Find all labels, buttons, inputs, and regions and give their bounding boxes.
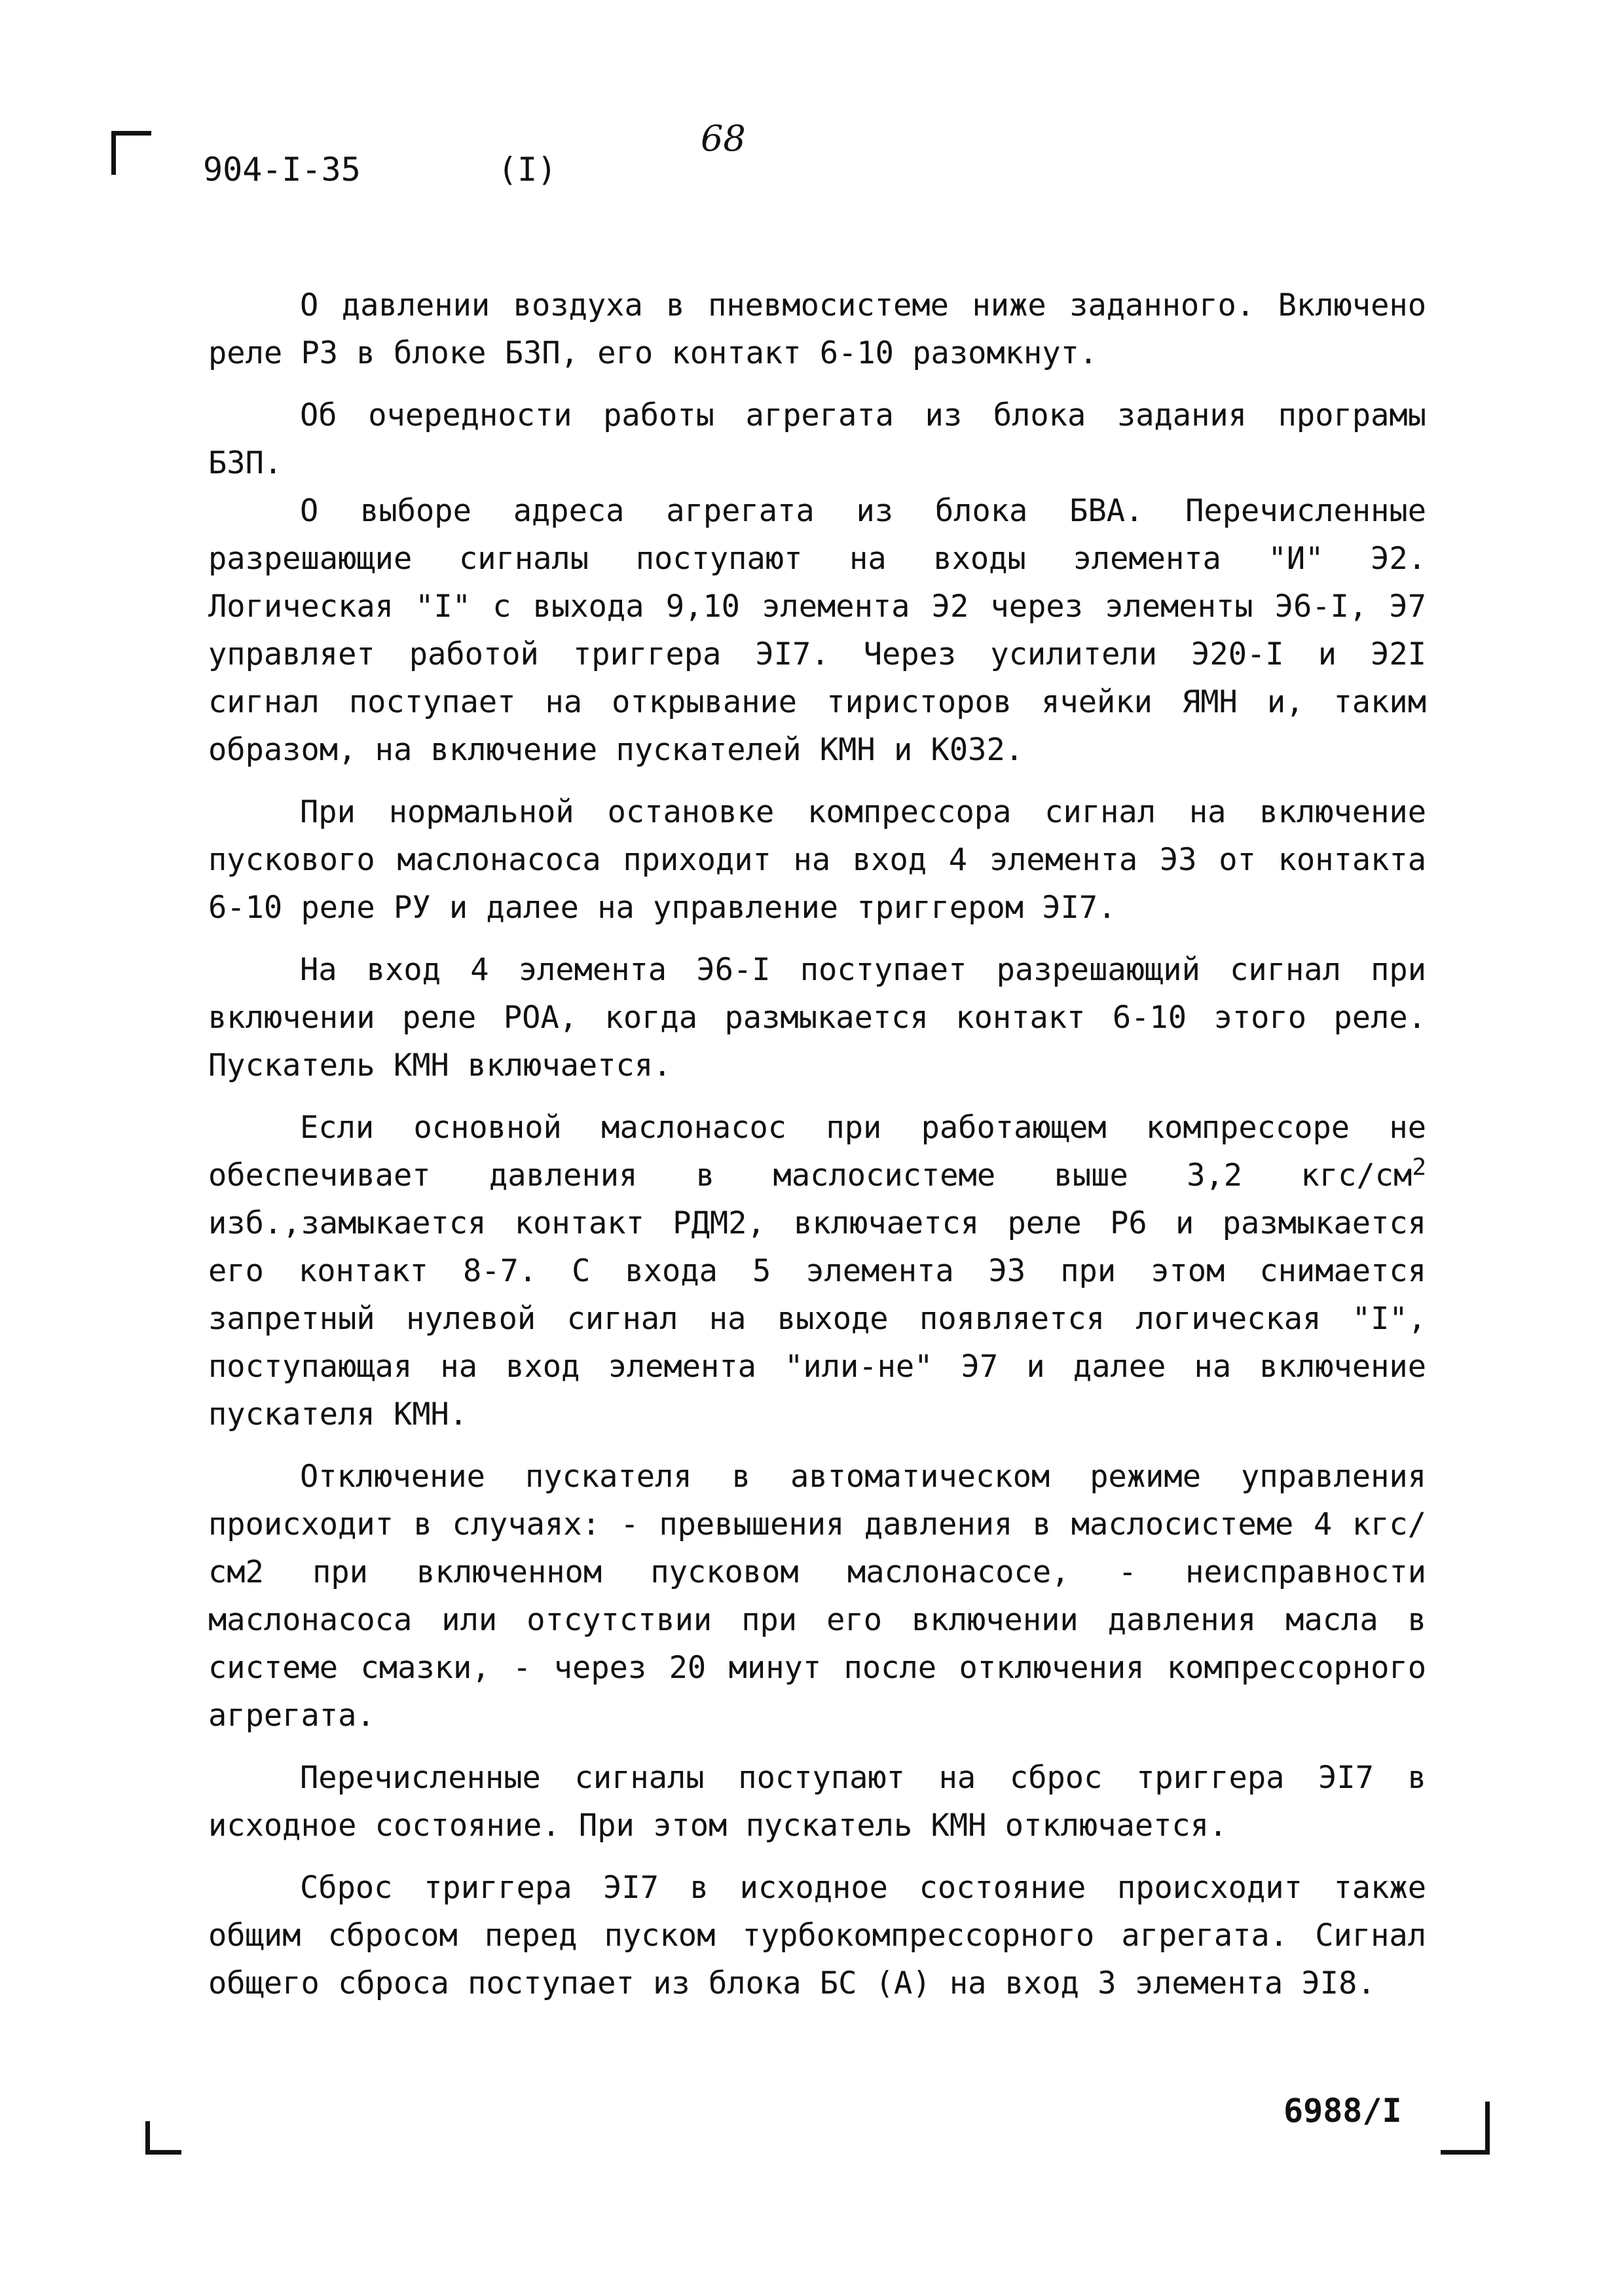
- corner-mark-bottom-right: [1441, 2102, 1490, 2155]
- paragraph-1: О давлении воздуха в пневмосистеме ниже заданного. Включено реле Р3 в блоке БЗП, его контакт 6-10 разомкнут.: [208, 287, 1426, 371]
- paragraph-6-head: Если основной маслонасос при работающем компрессоре не обеспечивает давления в маслосистеме выше 3,2 кгс/см: [208, 1110, 1426, 1194]
- document-part: (I): [498, 151, 557, 189]
- paragraph-8: Перечисленные сигналы поступают на сброс триггера ЭI7 в исходное состояние. При этом пускатель КМН отключается.: [208, 1760, 1426, 1844]
- paragraph-4: При нормальной остановке компрессора сигнал на включение пускового маслонасоса приходит на вход 4 элемента Э3 от контакта 6-10 реле РУ и далее на управление триггером ЭI7.: [208, 794, 1426, 926]
- handwritten-page-number: 68: [701, 118, 746, 159]
- document-body: [208, 282, 1426, 2022]
- corner-mark-bottom-left: [145, 2121, 181, 2155]
- corner-mark-top-left: [111, 131, 151, 175]
- paragraph-7: Отключение пускателя в автоматическом режиме управления происходит в случаях: - превышения давления в маслосистеме 4 кгс/см2 при включенном пусковом маслонасосе, - неисправности маслонасоса или отсутствии при его включении давления масла в системе смазки, - через 20 минут после отключения компрессорного агрегата.: [208, 1459, 1426, 1734]
- paragraph-2: Об очередности работы агрегата из блока задания програмы БЗП.: [208, 397, 1426, 481]
- paragraph-6: [208, 1104, 1426, 1438]
- paragraph-9: Сброс триггера ЭI7 в исходное состояние происходит также общим сбросом перед пуском турбокомпрессорного агрегата. Сигнал общего сброса поступает из блока БС (А) на вход 3 элемента ЭI8.: [208, 1870, 1426, 2001]
- superscript-2: 2: [1412, 1154, 1426, 1181]
- paragraph-3: О выборе адреса агрегата из блока БВА. Перечисленные разрешающие сигналы поступают на входы элемента "И" Э2. Логическая "I" с выхода 9,10 элемента Э2 через элементы Э6-I, Э7 управляет работой триггера ЭI7. Через усилители Э20-I и Э2I сигнал поступает на открывание тиристоров ячейки ЯМН и, таким образом, на включение пускателей КМН и К032.: [208, 493, 1427, 768]
- footer-stamp: 6988/I: [1283, 2092, 1402, 2130]
- paragraph-5: На вход 4 элемента Э6-I поступает разрешающий сигнал при включении реле РОА, когда размыкается контакт 6-10 этого реле. Пускатель КМН включается.: [208, 952, 1426, 1084]
- document-code: 904-I-35: [203, 151, 361, 189]
- paragraph-6-tail: изб.,замыкается контакт РДМ2, включается реле Р6 и размыкается его контакт 8-7. С входа 5 элемента Э3 при этом снимается запретный нулевой сигнал на выходе появляется логическая "I", поступающая на вход элемента "или-не" Э7 и далее на включение пускателя КМН.: [208, 1205, 1426, 1432]
